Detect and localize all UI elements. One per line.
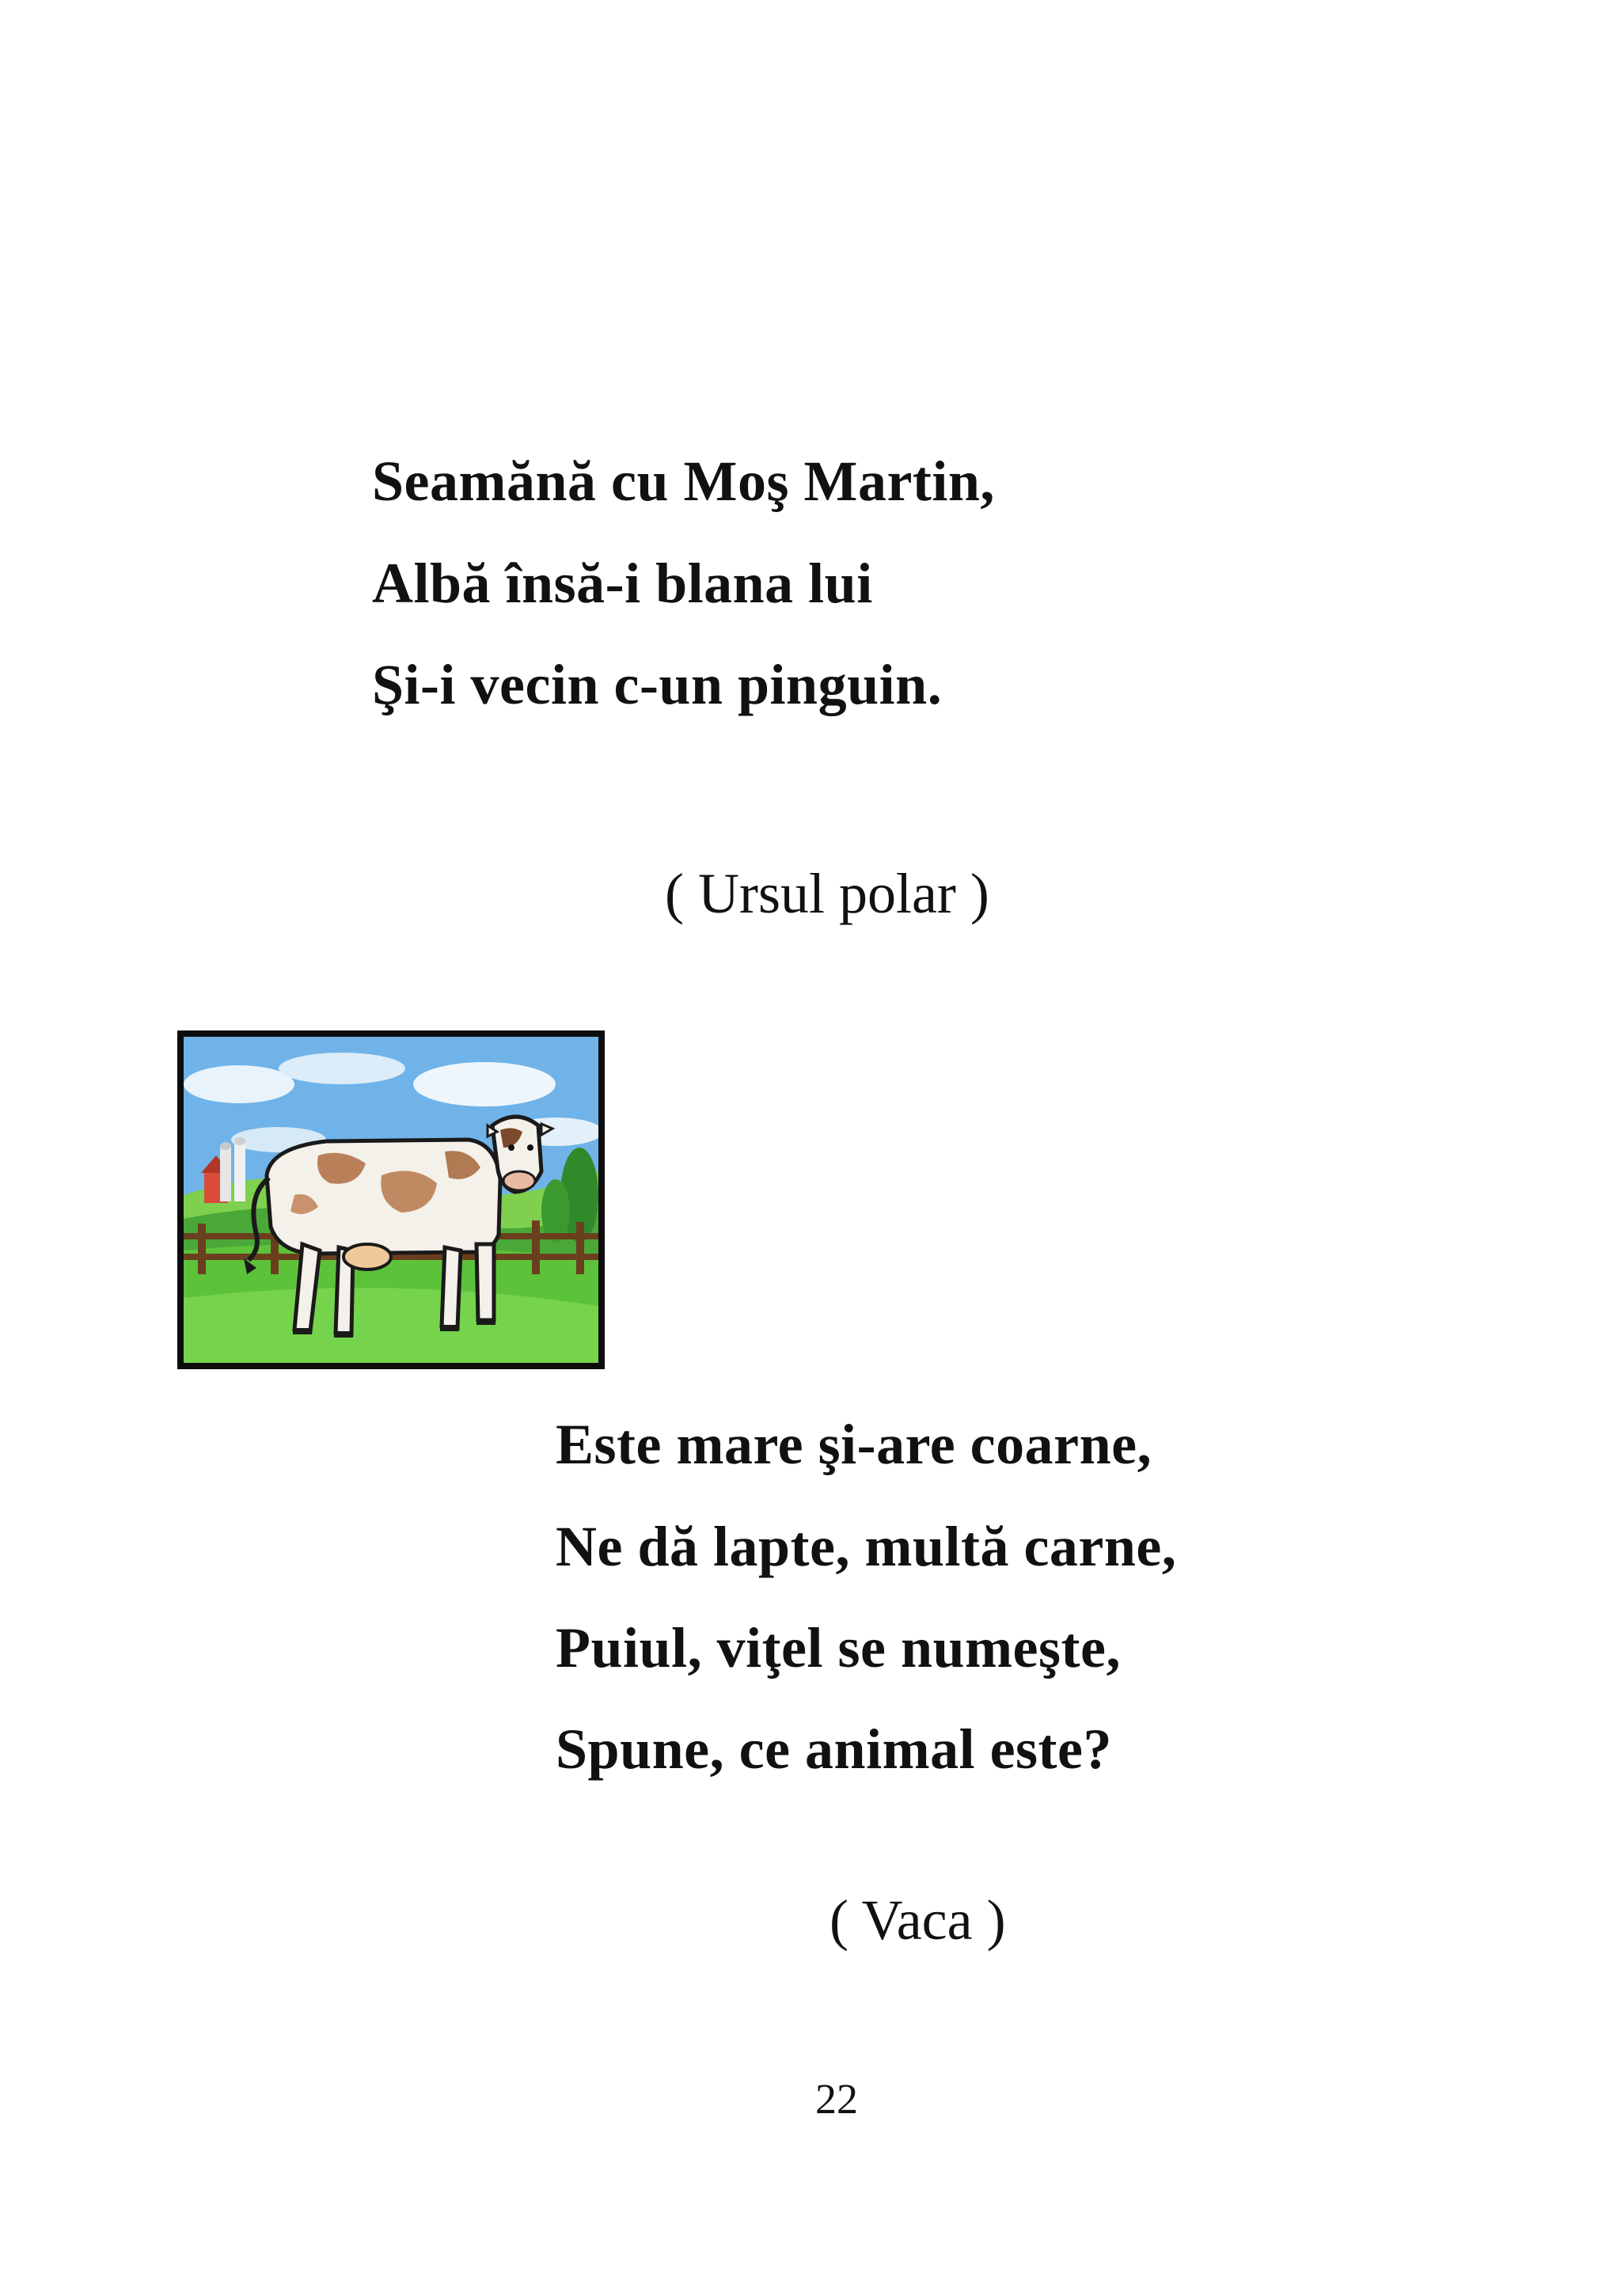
riddle-line: Puiul, viţel se numeşte, bbox=[556, 1616, 1121, 1679]
page-number: 22 bbox=[815, 2075, 858, 2123]
riddle-line: Spune, ce animal este? bbox=[556, 1717, 1112, 1781]
riddle-answer: ( Ursul polar ) bbox=[665, 862, 989, 925]
cow-illustration bbox=[177, 1030, 605, 1369]
riddle-line: Albă însă-i blana lui bbox=[372, 552, 873, 615]
riddle-line: Este mare şi-are coarne, bbox=[556, 1413, 1152, 1476]
riddle-line: Şi-i vecin c-un pinguin. bbox=[372, 653, 943, 716]
riddle-answer: ( Vaca ) bbox=[829, 1888, 1006, 1952]
riddle-line: Ne dă lapte, multă carne, bbox=[556, 1515, 1177, 1578]
riddle-line: Seamănă cu Moş Martin, bbox=[372, 450, 995, 513]
cow-image-icon bbox=[184, 1037, 598, 1363]
